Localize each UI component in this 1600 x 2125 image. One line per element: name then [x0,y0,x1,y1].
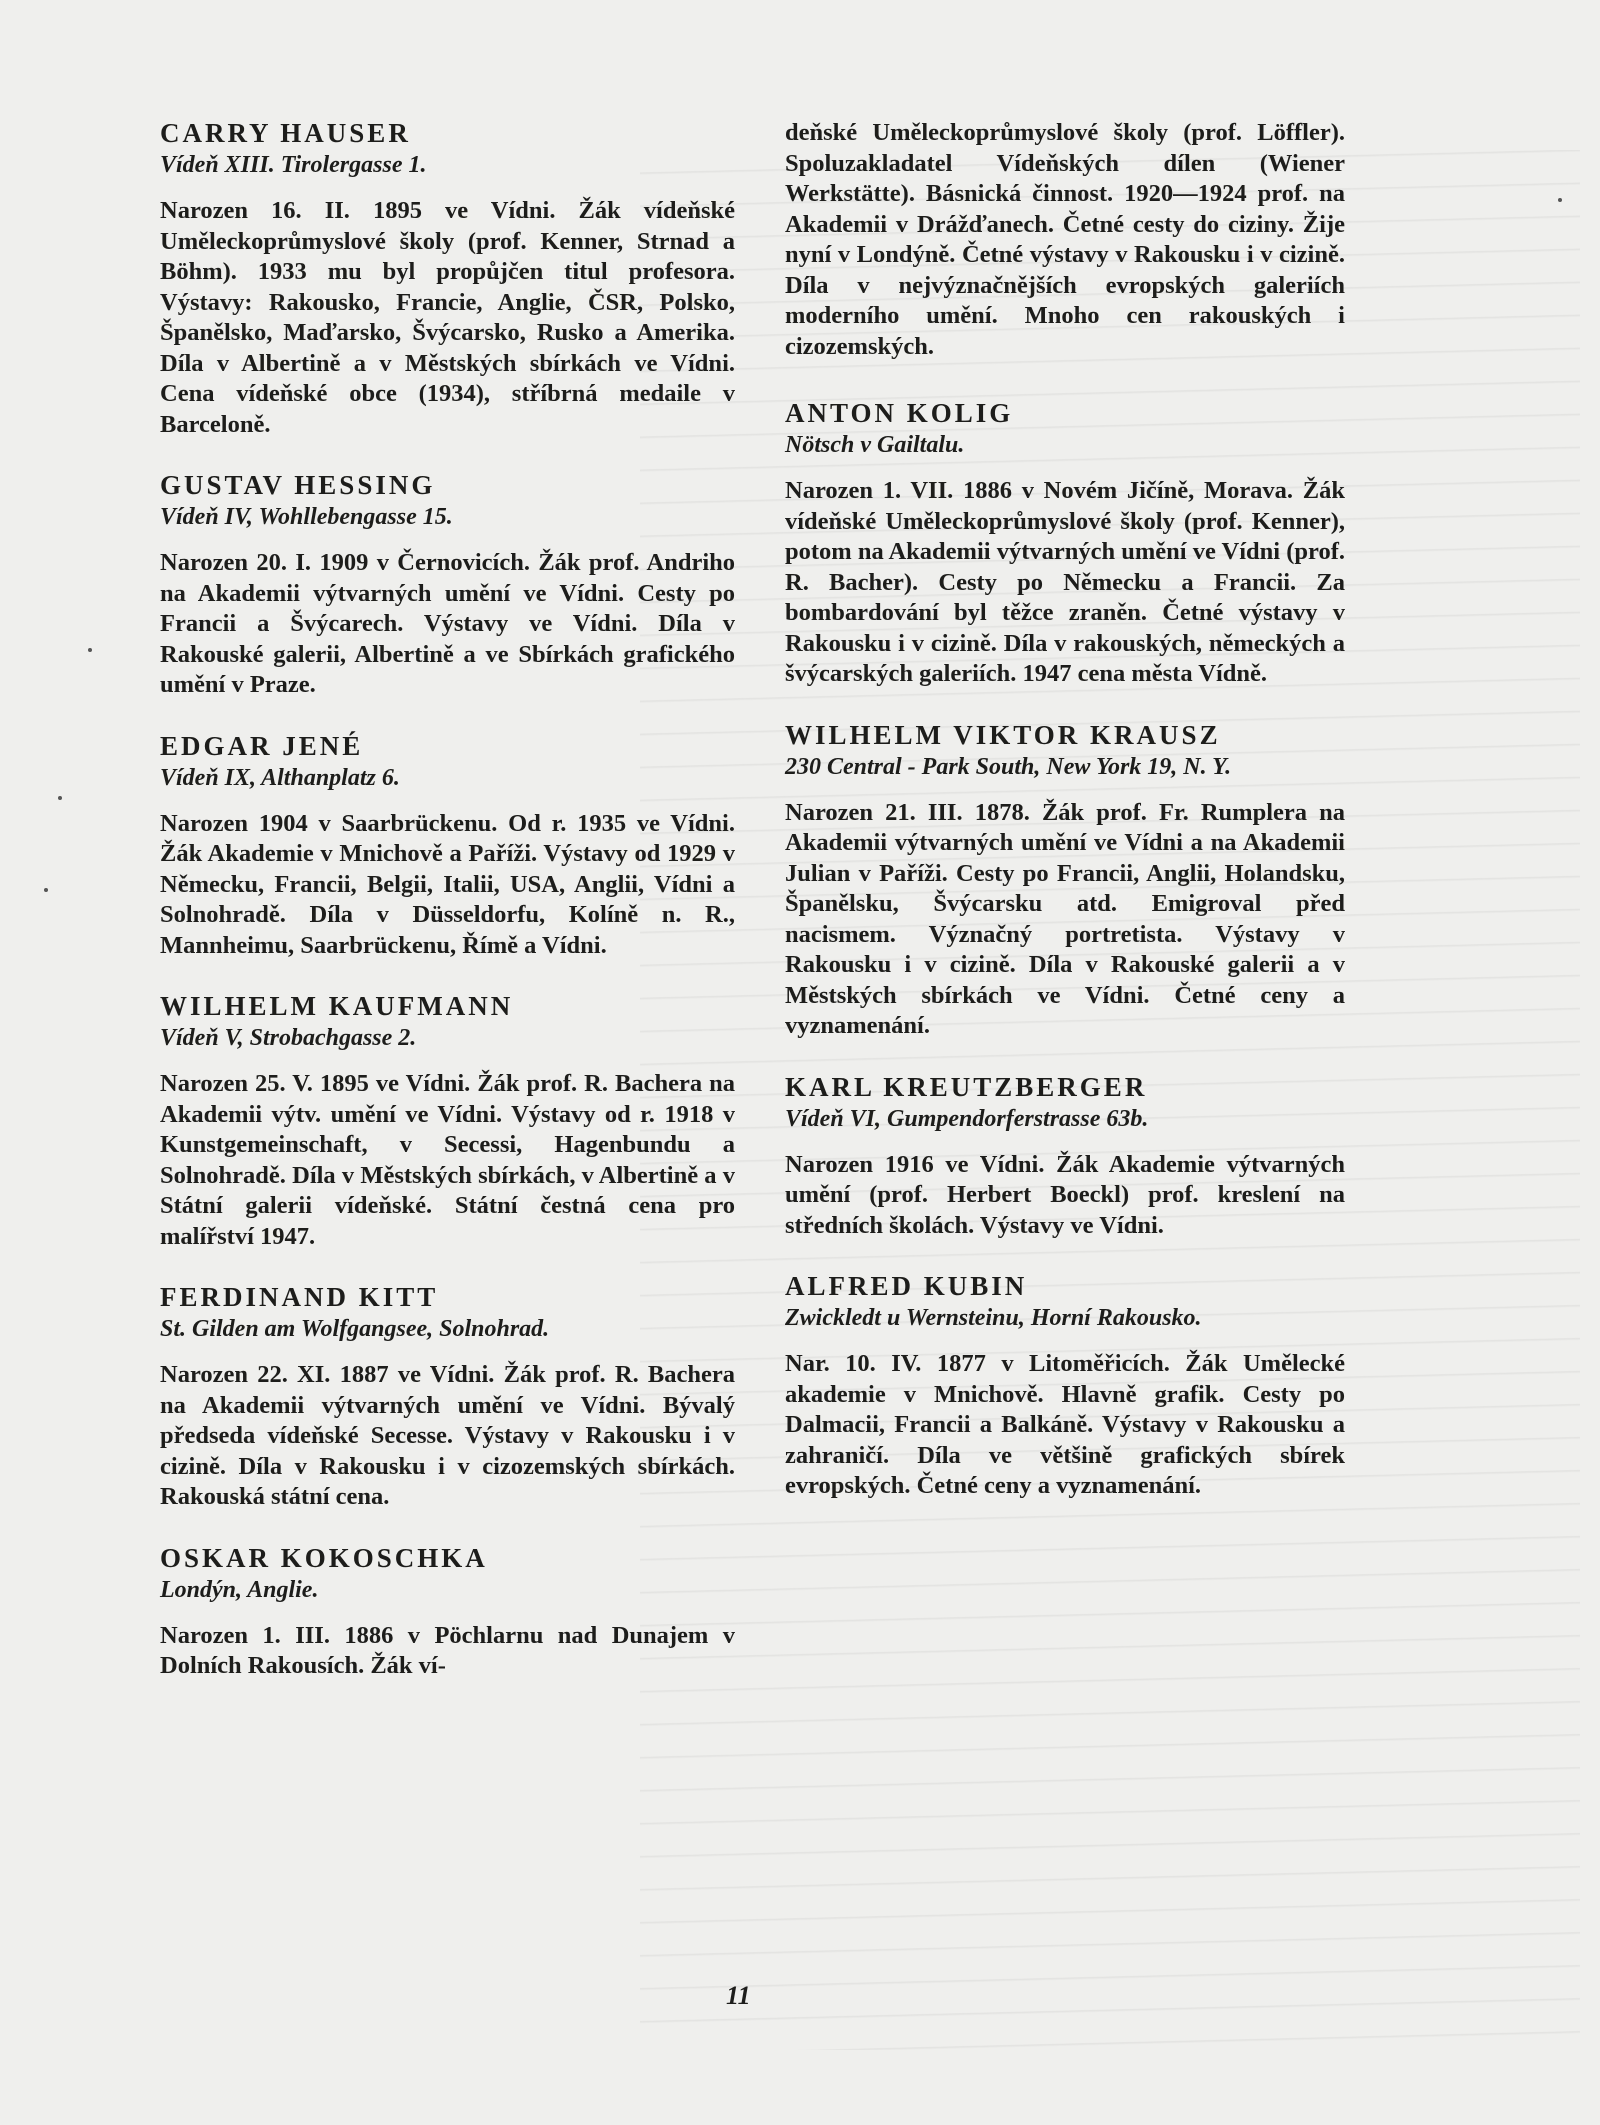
artist-name: WILHELM VIKTOR KRAUSZ [785,719,1221,750]
entry-karl-kreutzberger [785,1072,1345,1242]
entry-oskar-kokoschka-continued [785,118,1345,362]
artist-bio: Narozen 1904 v Saarbrückenu. Od r. 1935 ve Vídni. Žák Akademie v Mnichově a Paříži. Výstavy od 1929 v Německu, Francii, Belgii, Italii, USA, Anglii, Vídni a Solnohradě. Díla v Düsseldorfu, Kolíně n. R., Mannheimu, Saarbrückenu, Římě a Vídni. [160,809,735,959]
artist-name: EDGAR JENÉ [160,730,364,761]
artist-bio: Narozen 25. V. 1895 ve Vídni. Žák prof. R. Bachera na Akademii výtv. umění ve Vídni. Výstavy od r. 1918 v Kunstgemeinschaft, v Secessi, Hagenbundu a Solnohradě. Díla v Městských sbírkách, v Albertině a v Státní galerii vídeňské. Státní čestná cena pro malířství 1947. [160,1070,735,1250]
artist-bio: Narozen 1916 ve Vídni. Žák Akademie výtvarných umění (prof. Herbert Boeckl) prof. kreslení na středních školách. Výstavy ve Vídni. [785,1150,1345,1239]
page-number: 11 [726,1981,751,2010]
entry-alfred-kubin [785,1271,1345,1502]
artist-address: St. Gilden am Wolfgangsee, Solnohrad. [160,1316,550,1342]
artist-bio-continued: deňské Uměleckoprůmyslové školy (prof. Löffler). Spoluzakladatel Vídeňských dílen (Wiener Werkstätte). Básnická činnost. 1920—1924 prof. na Akademii v Drážďanech. Četné cesty do ciziny. Žije nyní v Londýně. Četné výstavy v Rakousku i v cizině. Díla v nejvýznačnějších evropských galeriích moderního umění. Mnoho cen rakouských i cizozemských. [785,119,1345,360]
scan-speck [44,888,48,892]
artist-address: Londýn, Anglie. [160,1576,319,1603]
artist-name: ANTON KOLIG [785,398,1014,428]
artist-name: OSKAR KOKOSCHKA [160,1542,488,1573]
entry-oskar-kokoschka [160,1543,735,1682]
entry-edgar-jene [160,731,735,962]
artist-name: GUSTAV HESSING [160,470,436,500]
scan-speck [58,796,62,800]
artist-name: ALFRED KUBIN [785,1271,1028,1301]
artist-address: Zwickledt u Wernsteinu, Horní Rakousko. [785,1305,1202,1331]
entry-ferdinand-kitt [160,1282,735,1513]
artist-name: FERDINAND KITT [160,1282,439,1312]
entry-carry-hauser [160,118,735,440]
entry-anton-kolig [785,398,1345,690]
artist-bio: Narozen 21. III. 1878. Žák prof. Fr. Rumplera na Akademii výtvarných umění ve Vídni a na Akademii Julian v Paříži. Cesty po Francii, Anglii, Holandsku, Španělsku, Švýcarsku atd. Emigroval před nacismem. Význačný portretista. Výstavy v Rakousku i v cizině. Díla v Rakouské galerii a v Městských sbírkách ve Vídni. Četné ceny a vyznamenání. [785,798,1345,1039]
right-column [785,118,1345,1532]
artist-bio: Narozen 1. III. 1886 v Pöchlarnu nad Dunajem v Dolních Rakousích. Žák ví- [160,1621,735,1679]
left-column [160,118,735,1712]
artist-name: WILHELM KAUFMANN [160,991,514,1021]
artist-address: 230 Central - Park South, New York 19, N. Y. [785,753,1232,780]
artist-bio: Nar. 10. IV. 1877 v Litoměřicích. Žák Umělecké akademie v Mnichově. Hlavně grafik. Cesty po Dalmacii, Francii a Balkáně. Výstavy v Rakousku a zahraničí. Díla ve většině grafických sbírek evropských. Četné ceny a vyznamenání. [785,1350,1345,1499]
scan-speck [1558,198,1562,202]
artist-name: KARL KREUTZBERGER [785,1071,1148,1102]
artist-bio: Narozen 20. I. 1909 v Černovicích. Žák prof. Andriho na Akademii výtvarných umění ve Vídni. Cesty po Francii a Švýcarech. Výstavy ve Vídni. Díla v Rakouské galerii, Albertině a ve Sbírkách grafického umění v Praze. [160,549,735,698]
entry-gustav-hessing [160,470,735,701]
artist-address: Vídeň V, Strobachgasse 2. [160,1025,417,1051]
artist-address: Nötsch v Gailtalu. [785,432,965,458]
artist-name: CARRY HAUSER [160,118,411,148]
entry-wilhelm-kaufmann [160,991,735,1252]
entry-wilhelm-viktor-krausz [785,720,1345,1042]
artist-bio: Narozen 22. XI. 1887 ve Vídni. Žák prof. R. Bachera na Akademii výtvarných umění ve Vídni. Bývalý předseda vídeňské Secesse. Výstavy v Rakousku i v cizině. Díla v Rakousku i v cizozemských sbírkách. Rakouská státní cena. [160,1361,735,1510]
artist-address: Vídeň IX, Althanplatz 6. [160,764,400,791]
scan-speck [88,648,92,652]
artist-bio: Narozen 16. II. 1895 ve Vídni. Žák vídeňské Uměleckoprůmyslové školy (prof. Kenner, Strnad a Böhm). 1933 mu byl propůjčen titul profesora. Výstavy: Rakousko, Francie, Anglie, ČSR, Polsko, Španělsko, Maďarsko, Švýcarsko, Rusko a Amerika. Díla v Albertině a v Městských sbírkách ve Vídni. Cena vídeňské obce (1934), stříbrná medaile v Barceloně. [160,197,735,438]
artist-address: Vídeň VI, Gumpendorferstrasse 63b. [785,1105,1149,1132]
artist-address: Vídeň IV, Wohllebengasse 15. [160,504,453,530]
artist-bio: Narozen 1. VII. 1886 v Novém Jičíně, Morava. Žák vídeňské Uměleckoprůmyslové školy (prof. Kenner), potom na Akademii výtvarných umění ve Vídni (prof. R. Bacher). Cesty po Německu a Francii. Za bombardování byl těžce zraněn. Četné výstavy v Rakousku i v cizině. Díla v rakouských, německých a švýcarských galeriích. 1947 cena města Vídně. [785,477,1345,687]
artist-address: Vídeň XIII. Tirolergasse 1. [160,152,427,178]
